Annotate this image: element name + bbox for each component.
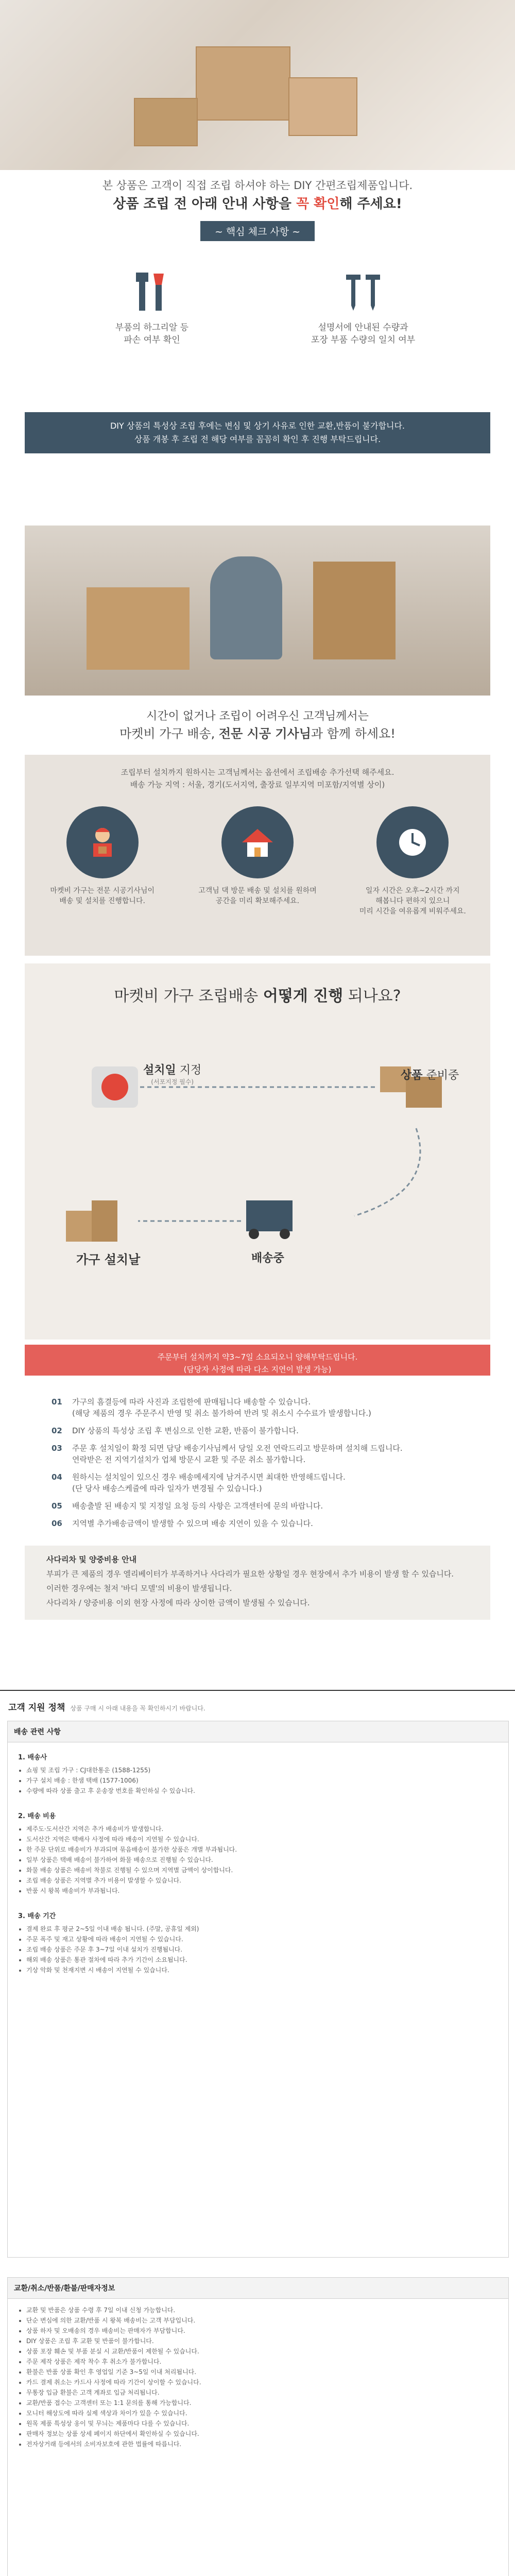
flow-title-pre: 마켓비 가구 조립배송 [114,987,263,1005]
policy-divider [0,1690,515,1691]
list-item: • 반품 시 왕복 배송비가 부과됩니다. [26,1886,498,1896]
list-item: • 화물 배송 상품은 배송비 착불로 진행될 수 있으며 지역별 금액이 상이합니다. [26,1865,498,1875]
assembly-photo [25,526,490,696]
pro-install-intro [0,708,515,742]
step-ready-bold: 상품 [401,1069,423,1082]
group-list [18,2305,498,2449]
group-heading: 1. 배송사 [18,1754,47,1761]
circle-text-clock: 일자 시간은 오후~2시간 까지 해봅니다 편하지 있으니 미리 시간을 여유롭게 비워주세요. [359,887,466,916]
list-item: • 모니터 해상도에 따라 실제 색상과 차이가 있을 수 있습니다. [26,2408,498,2418]
list-item: • 주문 폭주 및 재고 상황에 따라 배송이 지연될 수 있습니다. [26,1934,498,1944]
circle-text-house: 고객님 댁 방문 배송 및 설치를 원하며 공간을 미리 확보해주세요. [198,887,317,905]
list-item: • 기상 악화 및 천재지변 시 배송이 지연될 수 있습니다. [26,1965,498,1975]
policy-title [8,1700,205,1713]
hero-photo [0,0,515,170]
panel-line2: 배송 가능 지역 : 서울, 경기(도서지역, 출장료 일부지역 미포함/지역별 상이) [130,780,385,789]
diy-warning-bar [25,412,490,453]
list-item: • 한 주문 단위로 배송비가 부과되며 묶음배송이 불가한 상품은 개별 부과됩니다. [26,1844,498,1855]
pro-install-bold: 전문 시공 기사님 [218,726,311,741]
block-title: 배송 관련 사항 [8,1721,508,1742]
list-item: • 교환/반품 접수는 고객센터 또는 1:1 문의를 통해 가능합니다. [26,2398,498,2408]
notice-number: 02 [52,1426,62,1435]
clock-icon [376,806,449,878]
block-body [8,1742,508,1981]
pro-install-line1: 시간이 없거나 조립이 어려우신 고객님께서는 [146,710,369,723]
tools-icon [85,268,219,317]
intro-line2-red: 꼭 확인 [296,196,340,212]
intro-line1: 본 상품은 고객이 직접 조립 하셔야 하는 DIY 간편조립제품입니다. [102,179,413,192]
list-item: • 도서산간 지역은 택배사 사정에 따라 배송이 지연될 수 있습니다. [26,1834,498,1844]
list-item: • 원목 제품 특성상 옹이 및 무늬는 제품마다 다를 수 있습니다. [26,2418,498,2429]
flow-step-date [143,1061,201,1086]
check-item-count-text: 설명서에 안내된 수량과 포장 부품 수량의 일치 여부 [311,323,416,345]
check-tag: ~ 핵심 체크 사항 ~ [200,221,315,241]
list-item: • 상품 하자 및 오배송의 경우 배송비는 판매자가 부담합니다. [26,2326,498,2336]
list-item: • 조립 배송 상품은 주문 후 3~7일 이내 설치가 진행됩니다. [26,1944,498,1955]
ladder-note-title: 사다리차 및 양중비용 안내 [46,1555,137,1564]
group-list [18,1765,498,1796]
list-item: • 해외 배송 상품은 통관 절차에 따라 추가 기간이 소요됩니다. [26,1955,498,1965]
flow-step-shipping: 배송중 [251,1252,284,1265]
flow-step-install: 가구 설치날 [76,1252,141,1267]
flow-notice-line1: 주문부터 설치까지 약3~7일 소요되오니 양해부탁드립니다. [157,1352,358,1362]
list-item: • 주문 제작 상품은 제작 착수 후 취소가 불가합니다. [26,2357,498,2367]
circle-item-clock [346,806,479,917]
screws-icon [296,268,430,317]
notice-text: 원하시는 설치일이 있으신 경우 배송메세지에 남겨주시면 최대한 반영해드립니다. (단 당사 배송스케쥴에 따라 일자가 변경될 수 있습니다.) [72,1472,346,1493]
notice-02 [52,1425,474,1436]
list-item: • 무통장 입금 환불은 고객 계좌로 입금 처리됩니다. [26,2387,498,2398]
delivery-man-icon [66,806,139,878]
notice-number: 03 [52,1444,62,1453]
pro-install-post: 과 함께 하세요! [311,726,396,741]
notice-text: 주문 후 설치일이 확정 되면 담당 배송기사님께서 당일 오전 연락드리고 방문하며 설치해 드립니다. 연락받은 전 지역기설치가 업체 방문시 교환 및 주문 취소 불가합니다. [72,1444,403,1464]
circle-item-delivery [36,806,169,917]
step-date-bold: 설치일 [143,1064,176,1077]
circle-item-house [191,806,324,917]
policy-title-text: 고객 지원 정책 [8,1703,65,1713]
list-item: • 상품 포장 훼손 및 부품 분실 시 교환/반품이 제한될 수 있습니다. [26,2346,498,2357]
group-list [18,1924,498,1975]
house-icon [221,806,294,878]
ladder-note-line1: 부피가 큰 제품의 경우 엘리베이터가 부족하거나 사다리가 필요한 상황일 경우 현장에서 추가 비용이 발생 할 수 있습니다. [46,1569,454,1579]
check-item-parts-text: 부품의 하그리알 등 파손 여부 확인 [115,323,189,345]
diy-warning-line1: DIY 상품의 특성상 조립 후에는 변심 및 상기 사유로 인한 교환,반품이 불가합니다. [110,421,405,431]
flow-step-ready [401,1066,459,1082]
step-date-sub: (서포지정 필수) [151,1078,194,1086]
circle-text-delivery: 마켓비 가구는 전문 시공기사님이 배송 및 설치를 진행합니다. [50,887,154,905]
list-item: • 판매자 정보는 상품 상세 페이지 하단에서 확인하실 수 있습니다. [26,2429,498,2439]
list-item: • 단순 변심에 의한 교환/반품 시 왕복 배송비는 고객 부담입니다. [26,2315,498,2326]
list-item: • DIY 상품은 조립 후 교환 및 반품이 불가합니다. [26,2336,498,2346]
panel-line1: 조립부터 설치까지 원하시는 고객님께서는 옵션에서 조립배송 추가선택 해주세요. [121,768,394,777]
step-ready-rest: 준비중 [422,1069,459,1082]
list-item: • 카드 결제 취소는 카드사 사정에 따라 기간이 상이할 수 있습니다. [26,2377,498,2387]
block-body [8,2299,508,2455]
step-date-rest: 지정 [176,1064,202,1077]
notice-01 [52,1396,474,1419]
check-item-parts [85,268,219,346]
block-title: 교환/취소/반품/환불/판매자정보 [8,2278,508,2299]
list-item: • 제주도·도서산간 지역은 추가 배송비가 발생합니다. [26,1824,498,1834]
ladder-note-line3: 사다리차 / 양중비용 이외 현장 사정에 따라 상이한 금액이 발생될 수 있습니다. [46,1598,310,1607]
diy-warning-line2: 상품 개봉 후 조립 전 해당 여부를 꼼꼼히 확인 후 진행 부탁드립니다. [134,434,381,444]
intro-line2 [0,196,515,212]
check-item-count [296,268,430,346]
notice-number: 06 [52,1519,62,1528]
flow-title [25,983,490,1006]
flow-notice [25,1345,490,1376]
list-item: • 쇼핑 및 조립 가구 : CJ대한통운 (1588-1255) [26,1765,498,1775]
notice-text: 가구의 흠결등에 따라 사진과 조립한에 판매됩니다 배송할 수 있습니다. (해당 제품의 경우 주문주시 반영 및 취소 불가하여 반려 및 취소시 수수료가 발생합니다.) [72,1397,371,1418]
group-heading: 3. 배송 기간 [18,1912,56,1920]
list-item: • 조립 배송 상품은 지역별 추가 비용이 발생할 수 있습니다. [26,1875,498,1886]
flow-notice-line2: (담당자 사정에 따라 다소 지연이 발생 가능) [183,1365,332,1374]
pro-install-panel [25,755,490,956]
notice-text: 배송출발 된 배송지 및 지정일 요청 등의 사항은 고객센터에 문의 바랍니다. [72,1501,323,1511]
notice-number: 04 [52,1472,62,1482]
intro-line2-post: 해 주세요! [339,196,402,212]
pro-install-pre: 마켓비 가구 배송, [119,726,219,741]
policy-subtitle: 상품 구매 시 아래 내용을 꼭 확인하시기 바랍니다. [70,1705,205,1712]
group-heading: 2. 배송 비용 [18,1812,56,1820]
notice-06 [52,1518,474,1529]
notice-number: 01 [52,1397,62,1406]
flow-title-post: 되나요? [343,987,401,1005]
list-item: • 교환 및 반품은 상품 수령 후 7일 이내 신청 가능합니다. [26,2305,498,2315]
list-item: • 결제 완료 후 평균 2~5일 이내 배송 됩니다. (주말, 공휴일 제외) [26,1924,498,1934]
numbered-notices [52,1396,474,1535]
intro-line2-pre: 상품 조립 전 아래 안내 사항을 [113,196,296,212]
ladder-note-line2: 이러한 경우에는 철저 '바디 모델'의 비용이 발생됩니다. [46,1584,232,1593]
ladder-cost-note [25,1546,490,1620]
intro-text [0,178,515,241]
group-list [18,1824,498,1896]
policy-block-exchange [7,2277,509,2576]
notice-05 [52,1500,474,1512]
list-item: • 수량에 따라 상품 출고 후 운송장 번호를 확인하실 수 있습니다. [26,1786,498,1796]
notice-04 [52,1471,474,1494]
notice-03 [52,1443,474,1465]
list-item: • 전자상거래 등에서의 소비자보호에 관한 법률에 따릅니다. [26,2439,498,2449]
notice-text: 지역별 추가배송금액이 발생할 수 있으며 배송 지연이 있을 수 있습니다. [72,1519,313,1528]
list-item: • 일부 상품은 택배 배송이 불가하여 화물 배송으로 진행될 수 있습니다. [26,1855,498,1865]
check-icons [0,268,515,346]
pro-install-line2 [0,725,515,742]
list-item: • 환불은 반품 상품 확인 후 영업일 기준 3~5일 이내 처리됩니다. [26,2367,498,2377]
notice-number: 05 [52,1501,62,1511]
notice-text: DIY 상품의 특성상 조립 후 변심으로 인한 교환, 반품이 불가합니다. [72,1426,299,1435]
policy-block-shipping [7,1721,509,2258]
flow-title-bold: 어떻게 진행 [263,987,344,1005]
check-section [0,0,515,495]
delivery-flow [25,963,490,1340]
service-circles [25,806,490,917]
list-item: • 가구 설치 배송 : 한샘 택배 (1577-1006) [26,1775,498,1786]
